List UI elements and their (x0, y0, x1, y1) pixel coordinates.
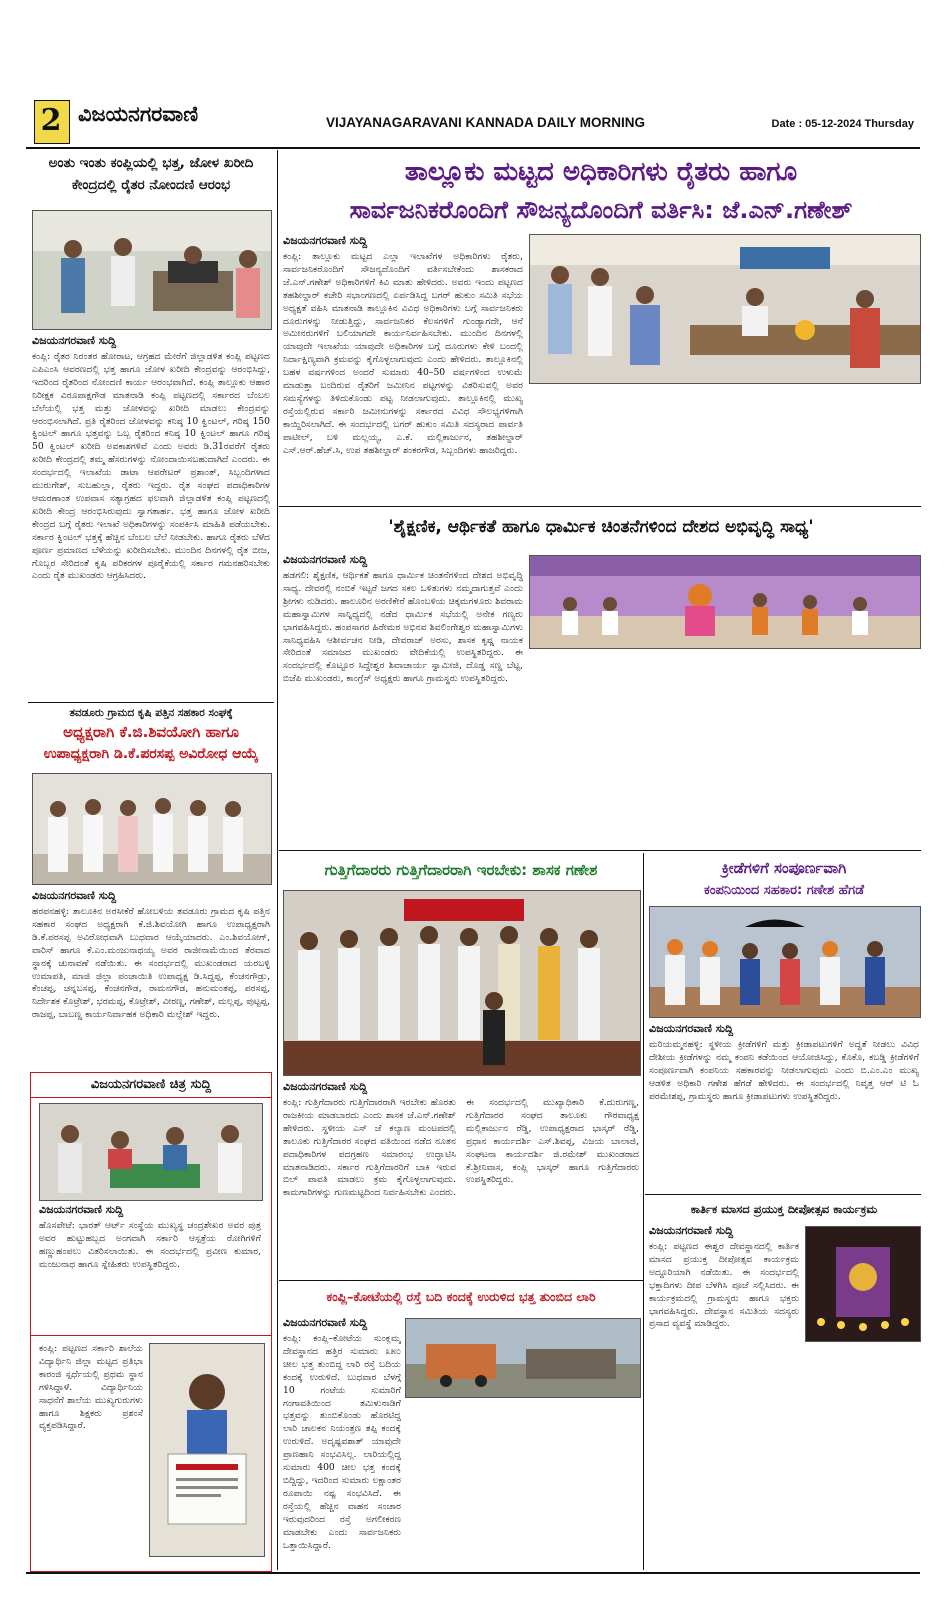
story-dateline: ವಿಜಯನಗರವಾಣಿ ಸುದ್ದಿ (649, 1022, 734, 1035)
masthead (26, 98, 920, 146)
story-lorry-accident (281, 1284, 641, 1570)
story-photo (805, 1226, 921, 1342)
story-photo (32, 210, 272, 330)
story-officials-courtesy (281, 152, 921, 502)
story-dateline: ವಿಜಯನಗರವಾಣಿ ಸುದ್ದಿ (283, 234, 368, 247)
story-body: ಕಂಪ್ಲಿ: ತಾಲ್ಲೂಕು ಮಟ್ಟದ ಎಲ್ಲಾ ಇಲಾಖೆಗಳ ಅಧಿಕಾರಿಗಳು ರೈತರು, ಸಾರ್ವಜನಿಕರೊಂದಿಗೆ ಸೌಜನ್ಯದೊಂದಿಗೆ ವರ್ತಿಸಬೇಕೆಂದು ಶಾಸಕರಾದ ಜೆ.ಎನ್.ಗಣೇಶ್ ಅಧಿಕಾರಿಗಳಿಗೆ ಕಿವಿ ಮಾತು ಹೇಳಿದರು. ಅವರು ಇಂದು ಪಟ್ಟಣದ ತಹಶೀಲ್ದಾರ್ ಕಚೇರಿ ಸಭಾಂಗಣದಲ್ಲಿ ಏರ್ಪಡಿಸಿದ್ದ ಬಗರ್ ಹುಕುಂ ಸಮಿತಿ ಸಭೆಯ ಅಧ್ಯಕ್ಷತೆ ವಹಿಸಿ ಮಾತನಾಡಿ ತಾಲ್ಲೂಕಿನ ವಿವಿಧ ಅಧಿಕಾರಿಗಳು ಬಗ್ಗೆ ಸಾರ್ವಜನಿಕರು ದೂರುಗಳನ್ನು ನೀಡುತ್ತಿದ್ದು, ಸಾರ್ವಜನಿಕರ ಕೆಲಸಗಳಿಗೆ ಗುಂಡ್ಯಾಗದೇ, ಆನೆ ಅಮೀನರುಗಳಿಗೆ ಬಲಿಯಾಗದೇ ಕಾರ್ಯನಿರ್ವಹಿಸಬೇಕು. ಮುಂದಿನ ದಿನಗಳಲ್ಲಿ ಯಾವುದೇ ಇಲಾಖೆಯ ಯಾವುದೇ ಅಧಿಕಾರಿಗಳ ಬಗ್ಗೆ ದೂರುಗಳು ಕೇಳಿ ಬಂದಲ್ಲಿ ನಿರ್ದಾಕ್ಷಿಣ್ಯವಾಗಿ ಕ್ರಮವನ್ನು ಕೈಗೊಳ್ಳಲಾಗುವುದು ಎಂದು ಹೇಳಿದರು. ತಾಲ್ಲೂಕಿನಲ್ಲಿ ಬಹಳ ವರ್ಷಗಳಿಂದ ಅಂದರೆ ಸುಮಾರು 40–50 ವರ್ಷಗಳಿಂದ ಉಳುಮೆ ಮಾಡುತ್ತಾ ಬಂದಿರುವ ರೈತರಿಗೆ ಜಮೀನಿನ ಪಟ್ಟಗಳನ್ನು ವಿತರಿಸುವಲ್ಲಿ ಅವರ ಸಮಸ್ಯೆಗಳನ್ನು ತಿಳಿದುಕೊಂಡು ಪಟ್ಟ ನೀಡಲಾಗುವುದು. ತಾಲ್ಲೂಕಿನಲ್ಲಿ ಮುಖ್ಯ ರಸ್ತೆಯಲ್ಲಿರುವ ಸರ್ಕಾರಿ ಜಮೀನುಗಳನ್ನು ಸರ್ಕಾರದ ವಿವಿಧ ಸೌಲಭ್ಯಗಳಿಗಾಗಿ ಕಾಯ್ದಿರಿಸಲಾಗಿದೆ. ಈ ಸಂದರ್ಭದಲ್ಲಿ ಬಗರ್ ಹುಕುಂ ಸಮಿತಿ ಸದಸ್ಯರಾದ ಪಾರ್ವತಿ ಪಾಟೀಲ್, ಬಳಿ ಮಲ್ಲಯ್ಯ, ಎ.ಕೆ. ಮಲ್ಲಿಕಾರ್ಜುನ, ತಹಶೀಲ್ದಾರ್ ಎಸ್.ಆರ್.ಹೆಚ್.ಸಿ, ಉಪ ತಹಶೀಲ್ದಾರ್ ಶಂಕರಗೌಡ, ಸಿಬ್ಬಂದಿಗಳು ಹಾಜರಿದ್ದರು. (283, 251, 523, 456)
story-photo (32, 773, 272, 885)
story-photo (149, 1343, 265, 1557)
story-body: ಹೊಸಪೇಟೆ: ಭಾರತ್ ಆರ್ಟ್ ಸಂಸ್ಥೆಯ ಮುಖ್ಯಸ್ಥ ಚಂದ್ರಶೇಖರ ಅವರ ಪುತ್ರ ಅವರ ಹುಟ್ಟುಹಬ್ಬದ ಅಂಗವಾಗಿ ಸರ್ಕಾರಿ ಆಸ್ಪತ್ರೆಯ ರೋಗಿಗಳಿಗೆ ಹಣ್ಣುಹಂಪಲು ವಿತರಿಸಲಾಯಿತು. ಈ ಸಂದರ್ಭದಲ್ಲಿ ಪ್ರವೀಣ ಕುಮಾರ, ಮಂಜುನಾಥ ಹಾಗೂ ಸ್ನೇಹಿತರು ಉಪಸ್ಥಿತರಿದ್ದರು. (39, 1220, 261, 1270)
story-dateline: ವಿಜಯನಗರವಾಣಿ ಸುದ್ದಿ (283, 1316, 368, 1329)
story-dateline: ವಿಜಯನಗರವಾಣಿ ಸುದ್ದಿ (283, 553, 368, 566)
story-photo (529, 234, 921, 384)
story-photo (283, 890, 641, 1076)
picture-news-box (30, 1072, 272, 1572)
story-headline-line2: ಉಪಾಧ್ಯಕ್ಷರಾಗಿ ಡಿ.ಕೆ.ಪರಸಪ್ಪ ಅವಿರೋಧ ಆಯ್ಕೆ (43, 746, 259, 762)
story-headline-line2: ಸಾರ್ವಜನಿಕರೊಂದಿಗೆ ಸೌಜನ್ಯದೊಂದಿಗೆ ವರ್ತಿಸಿ: ಜೆ.ಎನ್.ಗಣೇಶ್ (349, 196, 853, 224)
story-headline-line1: ಅಧ್ಯಕ್ಷರಾಗಿ ಕೆ.ಜಿ.ಶಿವಯೋಗಿ ಹಾಗೂ (63, 723, 239, 741)
story-national-development (281, 509, 921, 849)
story-body: ಕಂಪ್ಲಿ: ಕಂಪ್ಲಿ–ಕೋಟೆಯ ಸುಂಕ್ಲಮ್ಮ ದೇವಸ್ಥಾನದ ಹತ್ತಿರ ಸುಮಾರು ೩೫೦ ಚೀಲ ಭತ್ತ ತುಂಬಿದ್ದ ಲಾರಿ ರಸ್ತೆ ಬದಿಯ ಕಂದಕ್ಕೆ ಉರುಳಿದೆ. ಬುಧವಾರ ಬೆಳಗ್ಗೆ 10 ಗಂಟೆಯ ಸುಮಾರಿಗೆ ಗಂಗಾವತಿಯಿಂದ ತಮಿಳುನಾಡಿಗೆ ಭತ್ತವನ್ನು ತುಂಬಿಕೊಂಡು ಹೊರಟಿದ್ದ ಲಾರಿ ಚಾಲಕನ ನಿಯಂತ್ರಣ ತಪ್ಪಿ ಕಂದಕ್ಕೆ ಉರುಳಿದೆ. ಅದೃಷ್ಟವಶಾತ್ ಯಾವುದೇ ಪ್ರಾಣಹಾನಿ ಸಂಭವಿಸಿಲ್ಲ. ಲಾರಿಯಲ್ಲಿದ್ದ ಸುಮಾರು 400 ಚೀಲ ಭತ್ತ ಕಂದಕ್ಕೆ ಬಿದ್ದಿದ್ದು, ಇದರಿಂದ ಸುಮಾರು ಲಕ್ಷಾಂತರ ರೂಪಾಯಿ ನಷ್ಟ ಸಂಭವಿಸಿದೆ. ಈ ರಸ್ತೆಯಲ್ಲಿ ಹೆಚ್ಚಿನ ವಾಹನ ಸಂಚಾರ ಇರುವುದರಿಂದ ರಸ್ತೆ ಅಗಲೀಕರಣ ಮಾಡಬೇಕು ಎಂದು ಸಾರ್ವಜನಿಕರು ಒತ್ತಾಯಿಸಿದ್ದಾರೆ. (283, 1333, 401, 1551)
story-dateline: ವಿಜಯನಗರವಾಣಿ ಸುದ್ದಿ (283, 1080, 368, 1093)
story-headline: 'ಶೈಕ್ಷಣಿಕ, ಆರ್ಥಿಕತೆ ಹಾಗೂ ಧಾರ್ಮಿಕ ಚಿಂತನೆಗಳಿಂದ ದೇಶದ ಅಭಿವೃದ್ಧಿ ಸಾಧ್ಯ' (388, 517, 814, 537)
story-headline-line1: ಕ್ರೀಡೆಗಳಿಗೆ ಸಂಪೂರ್ಣವಾಗಿ (721, 859, 847, 877)
story-headline: ಕಾರ್ತಿಕ ಮಾಸದ ಪ್ರಯುಕ್ತ ದೀಪೋತ್ಸವ ಕಾರ್ಯಕ್ರಮ (690, 1202, 878, 1216)
story-body: ಹರಪನಹಳ್ಳಿ: ತಾಲೂಕಿನ ಅರಸೀಕೆರೆ ಹೋಬಳಿಯ ತವಡೂರು ಗ್ರಾಮದ ಕೃಷಿ ಪತ್ತಿನ ಸಹಕಾರ ಸಂಘದ ಅಧ್ಯಕ್ಷರಾಗಿ ಕೆ.ಜಿ.ಶಿವಯೋಗಿ ಹಾಗೂ ಉಪಾಧ್ಯಕ್ಷರಾಗಿ ಡಿ.ಕೆ.ಪರಸಪ್ಪ ಅವಿರೋಧವಾಗಿ ಬುಧವಾರ ಆಯ್ಕೆಯಾದರು. ಎಂ.ಶಿವಯೋಗ್, ವಾರಿಸ್ ಹಾಗೂ ಕೆ.ಎಂ.ಮಂಜುನಾಥಯ್ಯ ಅವರ ರಾಜೀನಾಮೆಯಿಂದ ತೆರವಾದ ಸ್ಥಾನಕ್ಕೆ ಚುನಾವಣೆ ನಡೆಯಿತು. ಈ ಸಂದರ್ಭದಲ್ಲಿ ಮುಖಂಡರಾದ ಯರಬಳ್ಳಿ ಉಮಾಪತಿ, ಮಾಜಿ ಜಿಲ್ಲಾ ಪಂಚಾಯಿತಿ ಉಪಾಧ್ಯಕ್ಷ ಡಿ.ಸಿದ್ದಪ್ಪ, ಕೆಂಚನಗೌಡ್ರು, ಕೆಂಚಪ್ಪ, ಚನ್ನಬಸಪ್ಪ, ಕೆಂಚನಗೌಡ, ರಾಮನಗೌಡ, ಹನುಮಂತಪ್ಪ, ಪರಸಪ್ಪ, ನಿರ್ದೇಶಕ ಕೊಟ್ರೇಶ್, ಭರಮಪ್ಪ, ಕೊಟ್ರೇಶ್, ವೀರಣ್ಣ, ಗಣೇಶ್, ಮಲ್ಲಪ್ಪ, ಪುಟ್ಟಪ್ಪ, ರಾಜಪ್ಪ, ಬಾಬಣ್ಣ ಕಾರ್ಯನಿರ್ವಾಹಕ ಅಧಿಕಾರಿ ಮಲ್ಲೇಶ್ ಇದ್ದರು. (32, 906, 270, 1021)
story-headline-line1: ತಾಲ್ಲೂಕು ಮಟ್ಟದ ಅಧಿಕಾರಿಗಳು ರೈತರು ಹಾಗೂ (404, 157, 798, 187)
story-headline: ಗುತ್ತಿಗೆದಾರರು ಗುತ್ತಿಗೆದಾರರಾಗಿ ಇರಬೇಕು: ಶಾಸಕ ಗಣೇಶ (324, 861, 598, 879)
story-kicker: ತವಡೂರು ಗ್ರಾಮದ ಕೃಷಿ ಪತ್ತಿನ ಸಹಕಾರ ಸಂಘಕ್ಕೆ (69, 707, 233, 719)
story-photo (39, 1103, 263, 1201)
masthead-title-kannada: ವಿಜಯನಗರವಾಣಿ (78, 102, 199, 126)
story-body: ಕಂಪ್ಲಿ: ರೈತರ ನಿರಂತರ ಹೋರಾಟ, ಆಗ್ರಹದ ಮೇರೆಗೆ ಜಿಲ್ಲಾಡಳಿತ ಕಂಪ್ಲಿ ಪಟ್ಟಣದ ಎಪಿಎಂಸಿ ಆವರಣದಲ್ಲಿ ಭತ್ತ ಹಾಗೂ ಜೋಳ ಖರೀದಿ ಕೇಂದ್ರವನ್ನು ಆರಂಭಿಸಿದ್ದು, ಇದರಿಂದ ರೈತರಿಂದ ನೋಂದಣಿ ಕಾರ್ಯ ಆರಂಭವಾಗಿದೆ. ಕಂಪ್ಲಿ ತಾಲ್ಲೂಕು ಆಹಾರ ನಿರೀಕ್ಷಕ ವಿರೂಪಾಕ್ಷಗೌಡ ಮಾತನಾಡಿ ಕಂಪ್ಲಿ ಪಟ್ಟಣದಲ್ಲಿ ಸರ್ಕಾರದ ಬೆಂಬಲ ಬೆಲೆಯಲ್ಲಿ ಭತ್ತ ಮತ್ತು ಜೋಳವನ್ನು ಖರೀದಿ ಮಾಡಲು ಕೇಂದ್ರವನ್ನು ಆರಂಭಿಸಲಾಗಿದೆ. ಪ್ರತಿ ರೈತರಿಂದ ಜೋಳವನ್ನು ಕನಿಷ್ಠ 10 ಕ್ವಿಂಟಲ್, ಗರಿಷ್ಠ 150 ಕ್ವಿಂಟಲ್ ಹಾಗೂ ಭತ್ತವನ್ನು ಒಬ್ಬ ರೈತರಿಂದ ಕನಿಷ್ಠ 10 ಕ್ವಿಂಟಲ್ ಹಾಗೂ ಗರಿಷ್ಠ 50 ಕ್ವಿಂಟಲ್ ಖರೀದಿ ಅವಕಾಶಗಳಿವೆ ಎಂದು ಅವರು ಡಿ.31ರವರೆಗೆ ರೈತರು ಖರೀದಿ ಕೇಂದ್ರದಲ್ಲಿ ತಮ್ಮ ಹೆಸರುಗಳನ್ನು ನೋಂದಾಯಿಸಬಹುದಾಗಿದೆ ಎಂದರು. ಈ ಸಂದರ್ಭದಲ್ಲಿ ಇಲಾಖೆಯ ಡಾಟಾ ಆಪರೇಟರ್ ಪ್ರಶಾಂತ್, ಸಿಬ್ಬಂದಿಗಳಾದ ಮುರುಗೇಶ್, ಸುಬಹುಲ್ಲಾ, ರೈತರು ಇದ್ದರು. ರೈತ ಸಂಘದ ಪದಾಧಿಕಾರಿಗಳ ಆಮರಣಾಂತ ಉಪವಾಸ ಸತ್ಯಾಗ್ರಹದ ಫಲವಾಗಿ ಜಿಲ್ಲಾಡಳಿತ ಕಂಪ್ಲಿ ಪಟ್ಟಣದಲ್ಲಿ ಖರೀದಿ ಕೇಂದ್ರ ಆರಂಭಿಸಿರುವುದು ಸ್ವಾಗತಾರ್ಹ. ಭತ್ತ ಹಾಗೂ ಜೋಳ ಖರೀದಿ ಕೇಂದ್ರದ ಬಗ್ಗೆ ರೈತರು ಇಲಾಖೆ ಅಧಿಕಾರಿಗಳನ್ನು ಸಂಪರ್ಕಿಸಿ ಮಾಹಿತಿ ಪಡೆಯಬೇಕು. ಸರ್ಕಾರ ಕ್ವಿಂಟಲ್ ಭತ್ತಕ್ಕೆ ಹೆಚ್ಚಿನ ಬೆಂಬಲ ಬೆಲೆ ನೀಡಬೇಕು. ಹಾಗೂ ರೈತರು ಬೆಳೆದ ಪೂರ್ಣ ಪ್ರಮಾಣದ ಬೆಳೆಯನ್ನು ಖರೀದಿಸಬೇಕು. ಮುಂದಿನ ದಿನಗಳಲ್ಲಿ ರೈತ ಬೀಜ, ಗೊಬ್ಬರ ಸೇರಿದಂತೆ ಕೃಷಿ ಪರಿಕರಗಳ ಪೂರೈಕೆಯಲ್ಲಿ ಸರ್ಕಾರ ಗಮನಹರಿಸಬೇಕು ಎಂದು ರೈತ ಮುಖಂಡರು ಆಗ್ರಹಿಸಿದರು. (32, 351, 270, 582)
section-rule (279, 850, 921, 851)
story-headline: ವಿಜಯನಗರವಾಣಿ ಚಿತ್ರ ಸುದ್ದಿ (31, 1073, 271, 1098)
story-dateline: ವಿಜಯನಗರವಾಣಿ ಸುದ್ದಿ (649, 1224, 734, 1237)
story-photo (405, 1318, 641, 1398)
story-caption: ವಿಜಯನಗರವಾಣಿ ಸುದ್ದಿ (39, 1203, 124, 1216)
story-photo (649, 906, 921, 1018)
story-headline-line2: ಕಂಪನಿಯಿಂದ ಸಹಕಾರ: ಗಣೇಶ ಹೆಗಡೆ (703, 883, 865, 898)
story-body: ಕಂಪ್ಲಿ: ಪಟ್ಟಣದ ಈಶ್ವರ ದೇವಸ್ಥಾನದಲ್ಲಿ ಕಾರ್ತಿಕ ಮಾಸದ ಪ್ರಯುಕ್ತ ದೀಪೋತ್ಸವ ಕಾರ್ಯಕ್ರಮ ಅದ್ದೂರಿಯಾಗಿ ನಡೆಯಿತು. ಈ ಸಂದರ್ಭದಲ್ಲಿ ಭಕ್ತಾದಿಗಳು ದೀಪ ಬೆಳಗಿಸಿ ಪೂಜೆ ಸಲ್ಲಿಸಿದರು. ಈ ಕಾರ್ಯಕ್ರಮದಲ್ಲಿ ಗ್ರಾಮಸ್ಥರು ಹಾಗೂ ಭಕ್ತರು ಭಾಗವಹಿಸಿದ್ದರು. ದೇವಸ್ಥಾನ ಸಮಿತಿಯ ಸದಸ್ಯರು ಪ್ರಸಾದ ವ್ಯವಸ್ಥೆ ಮಾಡಿದ್ದರು. (649, 1241, 799, 1330)
story-body: ಹಡಗಲಿ: ಶೈಕ್ಷಣಿಕ, ಆರ್ಥಿಕತೆ ಹಾಗೂ ಧಾರ್ಮಿಕ ಚಿಂತನೆಗಳಿಂದ ದೇಶದ ಅಭಿವೃದ್ಧಿ ಸಾಧ್ಯ. ದೇವರಲ್ಲಿ ನಂಬಿಕೆ ಇಟ್ಟರೆ ಜಗದ ಸಕಲ ಒಳಿತುಗಳು ನಮ್ಮದಾಗುತ್ತವೆ ಎಂದು ಶ್ರೀಗಳು ನುಡಿದರು. ಹಾಲೂರಿನ ಅರಣಿಕೇರೆ ಹೊಂಬಳಿಯ ಚಿಕ್ಕಮಗಳೂರು ಶಿವರಾಮ ಮಹಾಸ್ವಾಮಿಗಳ ಸಾನ್ನಿಧ್ಯದಲ್ಲಿ ನಡೆದ ಧಾರ್ಮಿಕ ಸಭೆಯಲ್ಲಿ ಅನೇಕ ಗಣ್ಯರು ಭಾಗವಹಿಸಿದ್ದರು. ಹಂಪಸಾಗರ ಹಿರೇಮಠ ಅಭಿನವ ಶಿವಲಿಂಗೇಶ್ವರ ಮಹಾಸ್ವಾಮಿಗಳು ಸಾನಿಧ್ಯವಹಿಸಿ ಆಶೀರ್ವಚನ ನೀಡಿ, ದೇವರಾಜ್ ಅರಸು, ಶಾಸಕ ಕೃಷ್ಣ ನಾಯಕ ಸೇರಿದಂತೆ ಸಮಾಜದ ಮುಖಂಡರು ವೇದಿಕೆಯಲ್ಲಿ ಉಪಸ್ಥಿತರಿದ್ದರು. ಈ ಸಂದರ್ಭದಲ್ಲಿ ಕೊಟ್ಟೂರ ಸಿದ್ದೇಶ್ವರ ಶಿವಾಚಾರ್ಯ ಸ್ವಾಮೀಜಿ, ದೊಡ್ಡ ಸಣ್ಣ ಬೆಟ್ಟ, ಬಿಜೆಪಿ ಮುಖಂಡರು, ಕಾಂಗ್ರೆಸ್ ಅಧ್ಯಕ್ಷರು ಹಾಗೂ ಗ್ರಾಮಸ್ಥರು ಉಪಸ್ಥಿತರಿದ್ದರು. (283, 570, 523, 685)
story-deepotsava (647, 1198, 921, 1570)
section-rule (28, 702, 274, 703)
story-headline: ಕಂಪ್ಲಿ–ಕೋಟೆಯಲ್ಲಿ ರಸ್ತೆ ಬದಿ ಕಂದಕ್ಕೆ ಉರುಳಿದ ಭತ್ತ ತುಂಬಿದ ಲಾರಿ (326, 1289, 596, 1304)
story-body: ಕಂಪ್ಲಿ: ಗುತ್ತಿಗೆದಾರರು ಗುತ್ತಿಗೆದಾರರಾಗಿ ಇರಬೇಕು ಹೊರತು ರಾಜಕೀಯ ಮಾಡಬಾರದು ಎಂದು ಶಾಸಕ ಜೆ.ಎನ್.ಗಣೇಶ್ ಹೇಳಿದರು. ಸ್ಥಳೀಯ ಎಸ್ ಜೆ ಕಲ್ಯಾಣ ಮಂಟಪದಲ್ಲಿ ತಾಲೂಕು ಗುತ್ತಿಗೆದಾರರ ಸಂಘದ ವತಿಯಿಂದ ನಡೆದ ನೂತನ ಪದಾಧಿಕಾರಿಗಳ ಪದಗ್ರಹಣ ಸಮಾರಂಭ ಉದ್ಘಾಟಿಸಿ ಮಾತನಾಡಿದರು. ಸರ್ಕಾರ ಗುತ್ತಿಗೆದಾರರಿಗೆ ಬಾಕಿ ಇರುವ ಬಿಲ್ ಪಾವತಿ ಮಾಡಲು ಕ್ರಮ ಕೈಗೊಳ್ಳಲಾಗುವುದು. ಕಾಮಗಾರಿಗಳನ್ನು ಗುಣಮಟ್ಟದಿಂದ ನಿರ್ವಹಿಸಬೇಕು ಎಂದರು. ಈ ಸಂದರ್ಭದಲ್ಲಿ ಮುಖ್ಯಾಧಿಕಾರಿ ಕೆ.ದುರುಗಣ್ಣ, ಗುತ್ತಿಗೆದಾರರ ಸಂಘದ ತಾಲೂಕು ಗೌರವಾಧ್ಯಕ್ಷ ಮಲ್ಲಿಕಾರ್ಜುನ ರೆಡ್ಡಿ, ಉಪಾಧ್ಯಕ್ಷರಾದ ಭಾಸ್ಕರ್ ರೆಡ್ಡಿ, ಪ್ರಧಾನ ಕಾರ್ಯದರ್ಶಿ ಎಸ್.ಶಿವಪ್ಪ, ವಿಜಯ ಬಾಲಾಜಿ, ಸಂಘಟನಾ ಕಾರ್ಯದರ್ಶಿ ಜಿ.ರಮೇಶ್ ಮುಖಂಡರಾದ ಕೆ.ಶ್ರೀನಿವಾಸ, ಕಂಪ್ಲಿ ಭಾಸ್ಕರ್ ಹಾಗೂ ಗುತ್ತಿಗೆದಾರರು ಉಪಸ್ಥಿತರಿದ್ದರು. (283, 1097, 639, 1199)
masthead-rule (26, 147, 920, 149)
story-headline: ಅಂತು ಇಂತು ಕಂಪ್ಲಿಯಲ್ಲಿ ಭತ್ತ, ಜೋಳ ಖರೀದಿ ಕೇಂದ್ರದಲ್ಲಿ ರೈತರ ನೋಂದಣಿ ಆರಂಭ (48, 155, 254, 193)
story-body: ಕಂಪ್ಲಿ: ಪಟ್ಟಣದ ಸರ್ಕಾರಿ ಶಾಲೆಯ ವಿದ್ಯಾರ್ಥಿನಿ ಜಿಲ್ಲಾ ಮಟ್ಟದ ಪ್ರತಿಭಾ ಕಾರಂಜಿ ಸ್ಪರ್ಧೆಯಲ್ಲಿ ಪ್ರಥಮ ಸ್ಥಾನ ಗಳಿಸಿದ್ದಾಳೆ. ವಿದ್ಯಾರ್ಥಿನಿಯ ಸಾಧನೆಗೆ ಶಾಲೆಯ ಮುಖ್ಯಗುರುಗಳು ಹಾಗೂ ಶಿಕ್ಷಕರು ಪ್ರಶಂಸೆ ವ್ಯಕ್ತಪಡಿಸಿದ್ದಾರೆ. (39, 1343, 143, 1432)
story-dateline: ವಿಜಯನಗರವಾಣಿ ಸುದ್ದಿ (32, 334, 117, 347)
section-rule (645, 1194, 921, 1195)
story-contractors (281, 856, 641, 1276)
column-divider (277, 150, 278, 1570)
masthead-title-english: VIJAYANAGARAVANI KANNADA DAILY MORNING (326, 115, 646, 130)
page-bottom-rule (26, 1572, 920, 1574)
masthead-date: Date : 05-12-2024 Thursday (771, 118, 914, 130)
story-sports-support (647, 856, 921, 1190)
story-dateline: ವಿಜಯನಗರವಾಣಿ ಸುದ್ದಿ (32, 889, 117, 902)
story-photo (529, 555, 921, 649)
section-rule (279, 506, 921, 507)
story-body-continued (529, 388, 919, 488)
story-cooperative-election (30, 705, 272, 1065)
page-number: 2 (40, 103, 62, 138)
section-rule (279, 1280, 643, 1281)
story-procurement-centre (30, 152, 272, 696)
column-divider (643, 853, 644, 1570)
story-body: ಮರಿಯಮ್ಮನಹಳ್ಳಿ: ಸ್ಥಳೀಯ ಕ್ರೀಡೆಗಳಿಗೆ ಮತ್ತು ಕ್ರೀಡಾಪಟುಗಳಿಗೆ ಅದ್ಧತೆ ನೀಡಲು ವಿವಿಧ ದೇಶೀಯ ಕ್ರೀಡೆಗಳನ್ನು ನಮ್ಮ ಕಂಪನಿ ಕಡೆಯಿಂದ ಆಯೋಜಿಸಿದ್ದು, ಕೊಕೊ, ಕಬಡ್ಡಿ ಕ್ರೀಡೆಗಳಿಗೆ ಸಂಪೂರ್ಣವಾಗಿ ಕಂಪನಿಯ ಸಹಕಾರವನ್ನು ನೀಡಲಾಗುವುದು ಎಂದು ಬಿ.ಎಂ.ಎಂ ಮುಖ್ಯ ಆಡಳಿತ ಅಧಿಕಾರಿ ಗಣೇಶ ಹೆಗಡೆ ಹೇಳಿದರು. ಈ ಸಂದರ್ಭದಲ್ಲಿ ನಿವೃತ್ತ ಆರ್ ಟಿ ಓ ಪರಮೇಶಪ್ಪ, ಗ್ರಾಮಸ್ಥರು ಹಾಗೂ ಕ್ರೀಡಾಪಟುಗಳು ಉಪಸ್ಥಿತರಿದ್ದರು. (649, 1039, 919, 1102)
